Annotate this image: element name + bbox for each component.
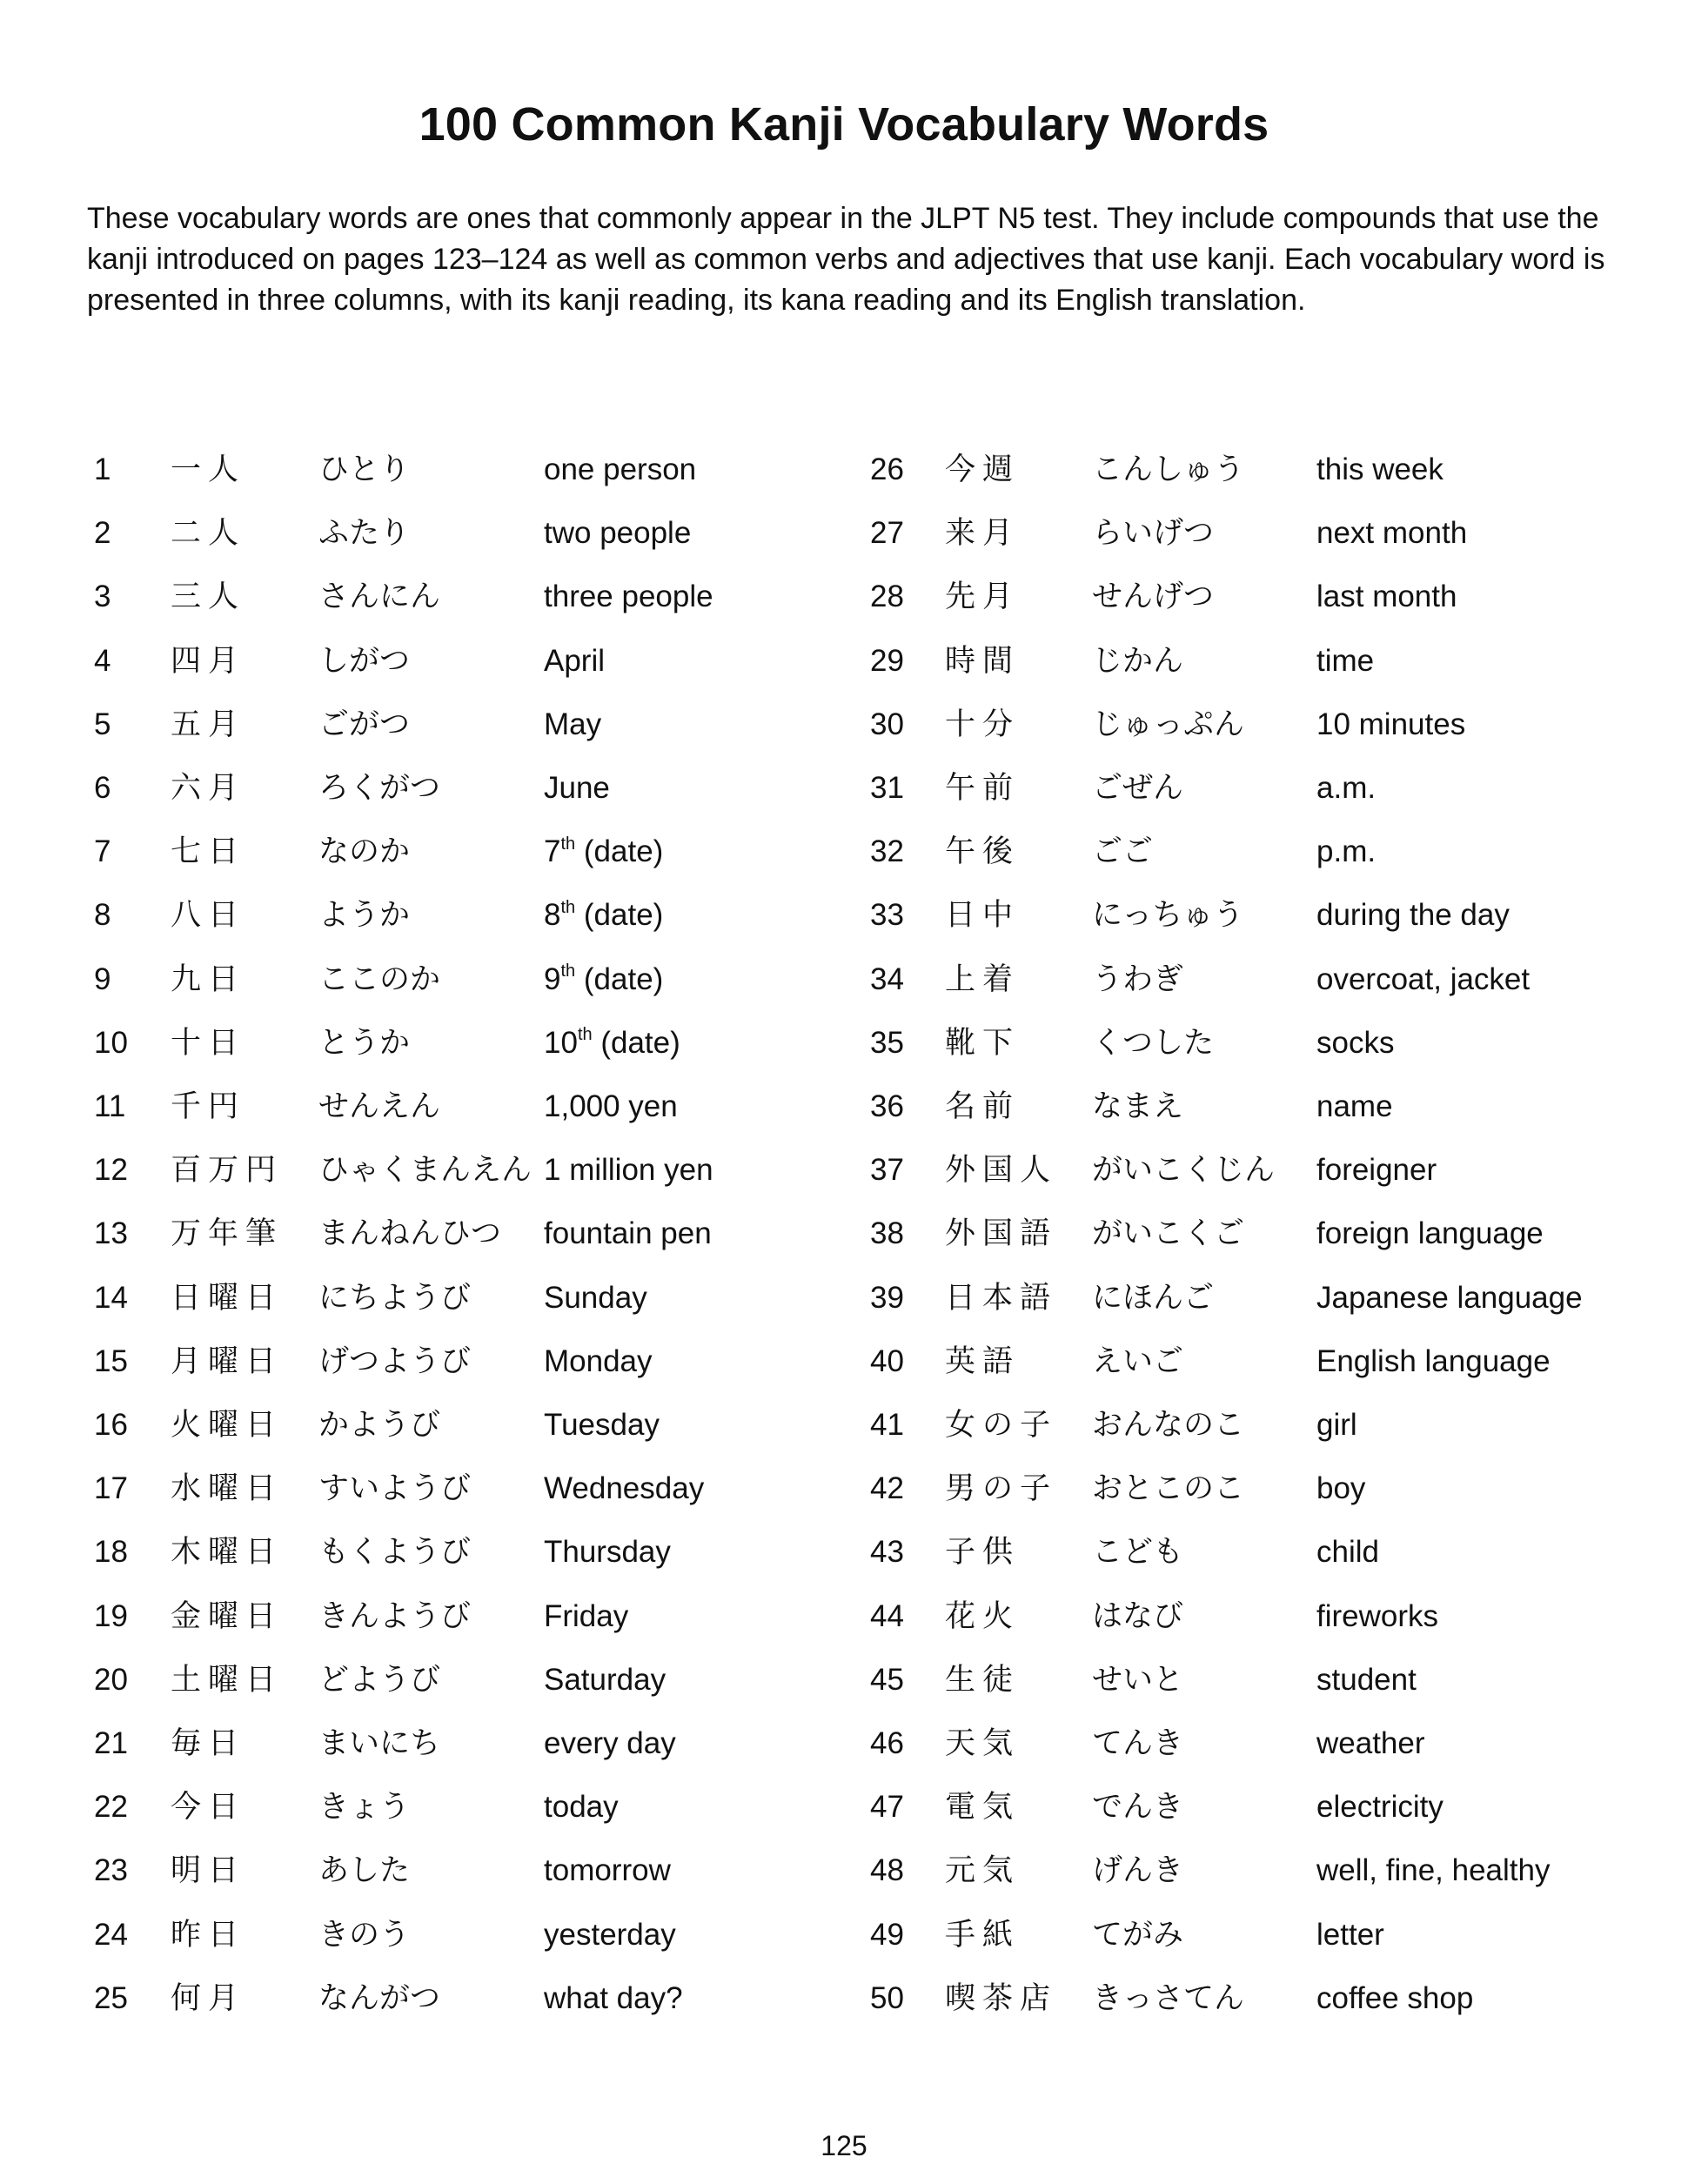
english-text: Sunday [544,1280,647,1315]
english-text: 8 [544,898,561,933]
kanji-reading: 土曜日 [171,1662,284,1698]
english-text: fireworks [1316,1598,1439,1633]
english-translation [1316,631,1374,692]
kanji-reading: 毎日 [171,1726,246,1761]
kana-reading: おんなのこ [1092,1408,1245,1443]
kana-reading: てんき [1092,1726,1184,1761]
entry-number: 32 [870,834,904,869]
english-text: what day? [544,1980,683,2015]
english-translation [1316,1713,1425,1774]
vocab-row [0,1140,1688,1201]
kanji-reading: 二人 [171,516,246,552]
entry-number: 4 [94,643,111,678]
kanji-reading: 七日 [171,834,246,870]
entry-number: 27 [870,516,904,551]
english-suffix: (date) [592,1025,680,1060]
english-translation [1316,694,1465,755]
english-text: Thursday [544,1535,671,1570]
vocab-row [0,631,1688,692]
kana-reading: がいこくじん [1092,1153,1276,1189]
kana-reading: なまえ [1092,1089,1184,1124]
entry-number: 7 [94,834,111,869]
english-translation [1316,1203,1544,1264]
kana-reading: げんき [1092,1853,1184,1889]
entry-number: 18 [94,1535,128,1570]
kanji-reading: 百万円 [171,1153,284,1189]
english-text: Wednesday [544,1471,705,1506]
english-text: boy [1316,1471,1366,1506]
kanji-reading: 来月 [945,516,1021,552]
kanji-reading: 花火 [945,1598,1021,1634]
english-text: April [544,643,606,678]
entry-number: 16 [94,1408,128,1442]
kana-reading: おとこのこ [1092,1471,1245,1507]
kanji-reading: 英語 [945,1343,1021,1379]
english-translation [1316,821,1376,882]
kanji-reading: 木曜日 [171,1535,284,1571]
english-text: this week [1316,452,1444,486]
kana-reading: ここのか [318,961,441,997]
english-text: 7 [544,834,561,869]
kanji-reading: 日中 [945,898,1021,934]
kana-reading: こども [1092,1535,1184,1571]
kana-reading: じかん [1092,643,1184,679]
kana-reading: あした [318,1853,411,1889]
entry-number: 22 [94,1790,128,1825]
english-translation [1316,1140,1437,1201]
vocab-row [0,566,1688,627]
kana-reading: にほんご [1092,1280,1215,1316]
kana-reading: きんようび [318,1598,472,1634]
vocab-row [0,1650,1688,1711]
kanji-reading: 日本語 [945,1280,1058,1316]
kanji-reading: 元気 [945,1853,1021,1889]
english-text: Saturday [544,1662,666,1697]
vocab-row [0,1840,1688,1901]
entry-number: 20 [94,1662,128,1697]
entry-number: 38 [870,1216,904,1251]
entry-number: 33 [870,898,904,933]
kana-reading: こんしゅう [1092,452,1245,487]
kana-reading: なんがつ [318,1980,441,2016]
vocab-row [0,758,1688,819]
kanji-reading: 一人 [171,452,246,487]
kana-reading: せいと [1092,1662,1184,1698]
kanji-reading: 外国人 [945,1153,1058,1189]
vocab-row [0,1076,1688,1137]
entry-number: 28 [870,579,904,614]
english-translation [1316,1331,1551,1392]
english-translation [1316,1777,1444,1838]
kanji-reading: 天気 [945,1726,1021,1761]
english-text: next month [1316,516,1468,551]
kana-reading: ろくがつ [318,771,441,806]
english-text: socks [1316,1025,1395,1060]
kanji-reading: 月曜日 [171,1343,284,1379]
kana-reading: ひゃくまんえん [318,1153,533,1189]
english-translation [1316,885,1510,946]
entry-number: 50 [870,1980,904,2015]
english-text: time [1316,643,1375,678]
kanji-reading: 男の子 [945,1471,1058,1507]
kana-reading: はなび [1092,1598,1184,1634]
kana-reading: きのう [318,1917,411,1953]
english-text: tomorrow [544,1853,671,1888]
kana-reading: うわぎ [1092,961,1184,997]
english-text: Japanese language [1316,1280,1583,1315]
english-text: today [544,1790,619,1825]
entry-number: 8 [94,898,111,933]
english-translation [1316,1458,1365,1519]
entry-number: 49 [870,1917,904,1952]
entry-number: 14 [94,1280,128,1315]
vocab-row [0,1777,1688,1838]
kanji-reading: 喫茶店 [945,1980,1058,2016]
english-text: May [544,707,602,741]
english-text: 1 million yen [544,1153,713,1188]
kana-reading: ごがつ [318,707,411,742]
kanji-reading: 今日 [171,1790,246,1826]
entry-number: 15 [94,1343,128,1378]
kanji-reading: 時間 [945,643,1021,679]
kana-reading: すいようび [318,1471,472,1507]
english-text: letter [1316,1917,1384,1952]
kanji-reading: 午前 [945,771,1021,806]
vocab-row [0,885,1688,946]
kana-reading: かようび [318,1408,441,1443]
kanji-reading: 午後 [945,834,1021,870]
kanji-reading: 十日 [171,1025,246,1061]
page-title: 100 Common Kanji Vocabulary Words [419,98,1269,151]
entry-number: 6 [94,771,111,805]
vocab-row [0,1905,1688,1966]
page-number: 125 [821,2130,867,2161]
kanji-reading: 先月 [945,579,1021,615]
english-text: a.m. [1316,771,1377,805]
entry-number: 17 [94,1471,128,1506]
english-translation [1316,566,1457,627]
kanji-reading: 外国語 [945,1216,1058,1252]
english-text: during the day [1316,898,1510,933]
english-text: Friday [544,1598,629,1633]
english-text: electricity [1316,1790,1444,1825]
entry-number: 10 [94,1025,128,1060]
entry-number: 12 [94,1153,128,1188]
vocab-row [0,1586,1688,1647]
kana-reading: ようか [318,898,411,934]
kanji-reading: 千円 [171,1089,246,1124]
entry-number: 23 [94,1853,128,1888]
entry-number: 34 [870,961,904,996]
kana-reading: まいにち [318,1726,441,1761]
vocab-row [0,949,1688,1010]
ordinal-suffix: th [560,897,576,917]
kana-reading: きっさてん [1092,1980,1245,2016]
english-text: yesterday [544,1917,676,1952]
entry-number: 26 [870,452,904,486]
entry-number: 31 [870,771,904,805]
english-text: 1,000 yen [544,1089,678,1123]
kana-reading: がいこくご [1092,1216,1245,1252]
kana-reading: にっちゅう [1092,898,1244,934]
entry-number: 48 [870,1853,904,1888]
kanji-reading: 何月 [171,1980,246,2016]
english-text: p.m. [1316,834,1377,869]
kanji-reading: 靴下 [945,1025,1021,1061]
kanji-reading: 九日 [171,961,246,997]
english-translation [1316,439,1444,500]
entry-number: 21 [94,1726,128,1760]
kanji-reading: 八日 [171,898,246,934]
entry-number: 2 [94,516,111,551]
kana-reading: ごご [1092,834,1154,870]
kanji-reading: 手紙 [945,1917,1021,1953]
kana-reading: どようび [318,1662,441,1698]
kanji-reading: 電気 [945,1790,1021,1826]
kana-reading: えいご [1092,1343,1184,1379]
english-text: student [1316,1662,1417,1697]
entry-number: 24 [94,1917,128,1952]
english-translation [1316,1522,1379,1583]
kanji-reading: 十分 [945,707,1021,742]
kana-reading: ふたり [318,516,411,552]
english-translation [1316,1586,1438,1647]
kana-reading: ひとり [318,452,411,487]
ordinal-suffix: th [560,834,576,854]
ordinal-suffix: th [560,961,576,981]
entry-number: 5 [94,707,111,741]
english-suffix: (date) [575,834,664,869]
english-text: foreigner [1316,1153,1437,1188]
english-translation [1316,758,1376,819]
entry-number: 39 [870,1280,904,1315]
vocab-row [0,1268,1688,1329]
entry-number: 3 [94,579,111,614]
entry-number: 46 [870,1726,904,1760]
vocab-row [0,1395,1688,1456]
kana-reading: ごぜん [1092,771,1184,806]
entry-number: 36 [870,1089,904,1123]
kanji-reading: 万年筆 [171,1216,284,1252]
english-text: foreign language [1316,1216,1544,1251]
kanji-reading: 金曜日 [171,1598,284,1634]
kana-reading: らいげつ [1092,516,1215,552]
entry-number: 29 [870,643,904,678]
kana-reading: てがみ [1092,1917,1184,1953]
kana-reading: さんにん [318,579,441,615]
kanji-reading: 昨日 [171,1917,246,1953]
kanji-reading: 日曜日 [171,1280,284,1316]
kana-reading: せんえん [318,1089,441,1124]
english-translation [1316,1076,1393,1137]
english-translation [1316,1650,1417,1711]
vocab-row [0,1713,1688,1774]
vocab-row [0,821,1688,882]
english-translation [1316,1395,1357,1456]
english-text: one person [544,452,697,486]
intro-paragraph: These vocabulary words are ones that commonly appear in the JLPT N5 test. They include compounds that use the kanji introduced on pages 123–124 as well as common verbs and adjectives that use kanji. Each vocabulary word is presented in three columns, with its kanji reading, its kana reading and its English translation. [87,202,1605,317]
kana-reading: しがつ [318,643,411,679]
vocab-row [0,439,1688,500]
entry-number: 40 [870,1343,904,1378]
english-text: every day [544,1726,676,1760]
kanji-reading: 子供 [945,1535,1021,1571]
english-text: child [1316,1535,1379,1570]
kanji-reading: 四月 [171,643,246,679]
english-text: three people [544,579,713,614]
english-text: Tuesday [544,1408,660,1442]
english-text: coffee shop [1316,1980,1474,2015]
english-suffix: (date) [575,898,664,933]
kana-reading: なのか [318,834,411,870]
vocab-row [0,1522,1688,1583]
entry-number: 13 [94,1216,128,1251]
kanji-reading: 六月 [171,771,246,806]
english-suffix: (date) [575,961,664,996]
english-text: 9 [544,961,561,996]
vocab-row [0,1968,1688,2029]
kanji-reading: 女の子 [945,1408,1058,1443]
kanji-reading: 上着 [945,961,1021,997]
english-translation [1316,1905,1384,1966]
english-text: 10 minutes [1316,707,1466,741]
entry-number: 35 [870,1025,904,1060]
entry-number: 9 [94,961,111,996]
kanji-reading: 今週 [945,452,1021,487]
entry-number: 37 [870,1153,904,1188]
kana-reading: じゅっぷん [1092,707,1245,742]
english-translation [1316,949,1530,1010]
kana-reading: きょう [318,1790,411,1826]
kanji-reading: 水曜日 [171,1471,284,1507]
english-text: English language [1316,1343,1551,1378]
kana-reading: まんねんひつ [318,1216,502,1252]
kanji-reading: 三人 [171,579,246,615]
english-translation [1316,1968,1473,2029]
vocab-row [0,1458,1688,1519]
entry-number: 42 [870,1471,904,1506]
vocab-row [0,1013,1688,1074]
english-text: last month [1316,579,1457,614]
english-text: weather [1316,1726,1425,1760]
english-translation [1316,1268,1583,1329]
entry-number: 41 [870,1408,904,1442]
english-text: girl [1316,1408,1357,1442]
kana-reading: でんき [1092,1790,1184,1826]
kana-reading: にちようび [318,1280,472,1316]
kana-reading: げつようび [318,1343,472,1379]
vocab-row [0,503,1688,564]
vocab-row [0,1331,1688,1392]
vocab-row [0,1203,1688,1264]
ordinal-suffix: th [577,1025,593,1045]
english-translation [1316,503,1467,564]
kanji-reading: 生徒 [945,1662,1021,1698]
kanji-reading: 名前 [945,1089,1021,1124]
entry-number: 30 [870,707,904,741]
english-text: two people [544,516,692,551]
kana-reading: くつした [1092,1025,1215,1061]
vocab-row [0,694,1688,755]
entry-number: 43 [870,1535,904,1570]
kanji-reading: 火曜日 [171,1408,284,1443]
entry-number: 1 [94,452,111,486]
entry-number: 47 [870,1790,904,1825]
kana-reading: もくようび [318,1535,472,1571]
entry-number: 25 [94,1980,128,2015]
english-text: Monday [544,1343,653,1378]
english-text: well, fine, healthy [1316,1853,1551,1888]
entry-number: 19 [94,1598,128,1633]
english-text: 10 [544,1025,578,1060]
kanji-reading: 明日 [171,1853,246,1889]
kana-reading: せんげつ [1092,579,1215,615]
entry-number: 44 [870,1598,904,1633]
kanji-reading: 五月 [171,707,246,742]
english-text: overcoat, jacket [1316,961,1531,996]
english-text: name [1316,1089,1393,1123]
english-text: fountain pen [544,1216,712,1251]
english-translation [1316,1840,1550,1901]
entry-number: 45 [870,1662,904,1697]
english-text: June [544,771,610,805]
english-translation [1316,1013,1394,1074]
kana-reading: とうか [318,1025,411,1061]
entry-number: 11 [94,1089,126,1123]
